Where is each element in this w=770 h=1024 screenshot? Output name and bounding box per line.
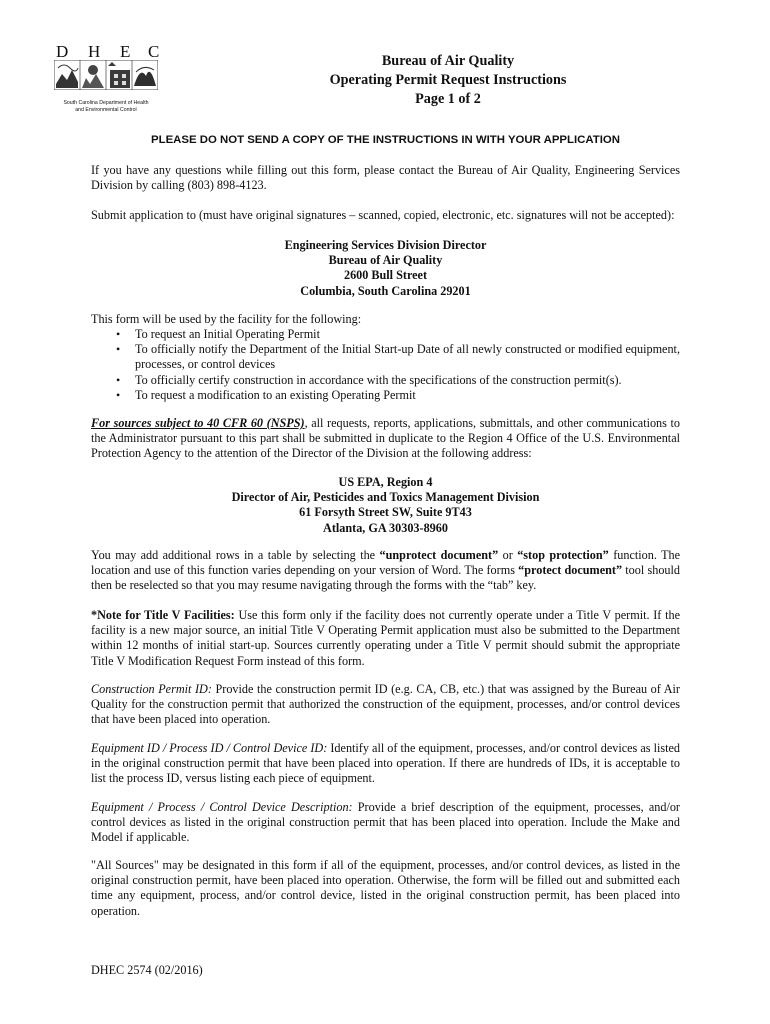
mailing-address-epa: US EPA, Region 4 Director of Air, Pesticides and Toxics Management Division 61 Forsyth Street SW, Suite 9T43 Atlanta, GA 30303-8960 xyxy=(231,475,540,535)
dhec-logo xyxy=(52,44,160,118)
list-item: • To officially certify construction in accordance with the specifications of the construction permit(s). xyxy=(91,373,680,388)
instructions-warning: PLEASE DO NOT SEND A COPY OF THE INSTRUCTIONS IN WITH YOUR APPLICATION xyxy=(151,134,620,146)
uses-intro: This form will be used by the facility for the following: xyxy=(91,312,362,326)
construction-permit-id-paragraph: Construction Permit ID: Provide the construction permit ID (e.g. CA, CB, etc.) that was assigned by the Bureau of Air Quality for the construction permit that authorized the construction of the equipment, processes, and/or control devices that have been placed into operation. xyxy=(91,682,680,727)
logo-subtitle: South Carolina Department of Health and Environmental Control xyxy=(63,100,149,113)
list-item: • To request a modification to an existing Operating Permit xyxy=(91,388,680,403)
all-sources-paragraph: "All Sources" may be designated in this form if all of the equipment, processes, and/or control devices, as listed in the original construction permit, have been placed into operation. Otherwise, the form will be filled out and submitted each time any equipment, process, and/or control device, listed in the original construction permit, has been placed into operation. xyxy=(91,858,680,918)
nsps-lead: For sources subject to 40 CFR 60 (NSPS) xyxy=(91,416,305,430)
form-number-footer: DHEC 2574 (02/2016) xyxy=(91,963,203,977)
mailing-address-sc: Engineering Services Division Director Bureau of Air Quality 2600 Bull Street Columbia, South Carolina 29201 xyxy=(284,238,487,298)
header-title: Operating Permit Request Instructions xyxy=(329,72,567,88)
equipment-id-paragraph: Equipment ID / Process ID / Control Device ID: Identify all of the equipment, processes, and/or control devices as listed in the original construction permit that have been placed into operation. If there are hundreds of IDs, it is acceptable to list the process ID, versus listing each piece of equipment. xyxy=(91,741,680,786)
table-rows-paragraph: You may add additional rows in a table by selecting the “unprotect document” or “stop protection” function. The location and use of this function varies depending on your version of Word. The forms “protect document” tool should then be reselected so that you may resume navigating through the forms with the “tab” key. xyxy=(91,548,681,593)
equipment-description-paragraph: Equipment / Process / Control Device Description: Provide a brief description of the equipment, processes, and/or control devices as listed in the original construction permit that has been placed into operation. Include the Make and Model if applicable. xyxy=(91,800,680,845)
logo-letters: D H E C xyxy=(56,42,160,61)
submit-paragraph: Submit application to (must have original signatures – scanned, copied, electronic, etc. signatures will not be accepted): xyxy=(91,208,675,222)
list-item: • To request an Initial Operating Permit xyxy=(91,327,680,342)
header-bureau: Bureau of Air Quality xyxy=(381,53,515,69)
document-header xyxy=(250,52,646,109)
title-v-note: *Note for Title V Facilities: Use this form only if the facility does not currently operate under a Title V permit. If the facility is a new major source, an initial Title V Operating Permit application must also be submitted to the Department within 12 months of initial start-up. Sources currently operating under a Title V permit should submit the appropriate Title V Modification Request Form instead of this form. xyxy=(91,608,680,668)
logo-landscape-icon xyxy=(54,60,158,90)
contact-paragraph: If you have any questions while filling out this form, please contact the Bureau of Air Quality, Engineering Services Division by calling (803) 898-4123. xyxy=(91,163,680,193)
header-page-number: Page 1 of 2 xyxy=(415,91,481,107)
nsps-paragraph: For sources subject to 40 CFR 60 (NSPS), all requests, reports, applications, submittals, and other communications to the Administrator pursuant to this part shall be submitted in duplicate to the Region 4 Office of the U.S. Environmental Protection Agency to the attention of the Director of the Division at the following address: xyxy=(91,416,680,461)
list-item: • To officially notify the Department of the Initial Start-up Date of all newly constructed or modified equipment, processes, or control devices xyxy=(91,342,680,372)
uses-list xyxy=(91,327,680,403)
